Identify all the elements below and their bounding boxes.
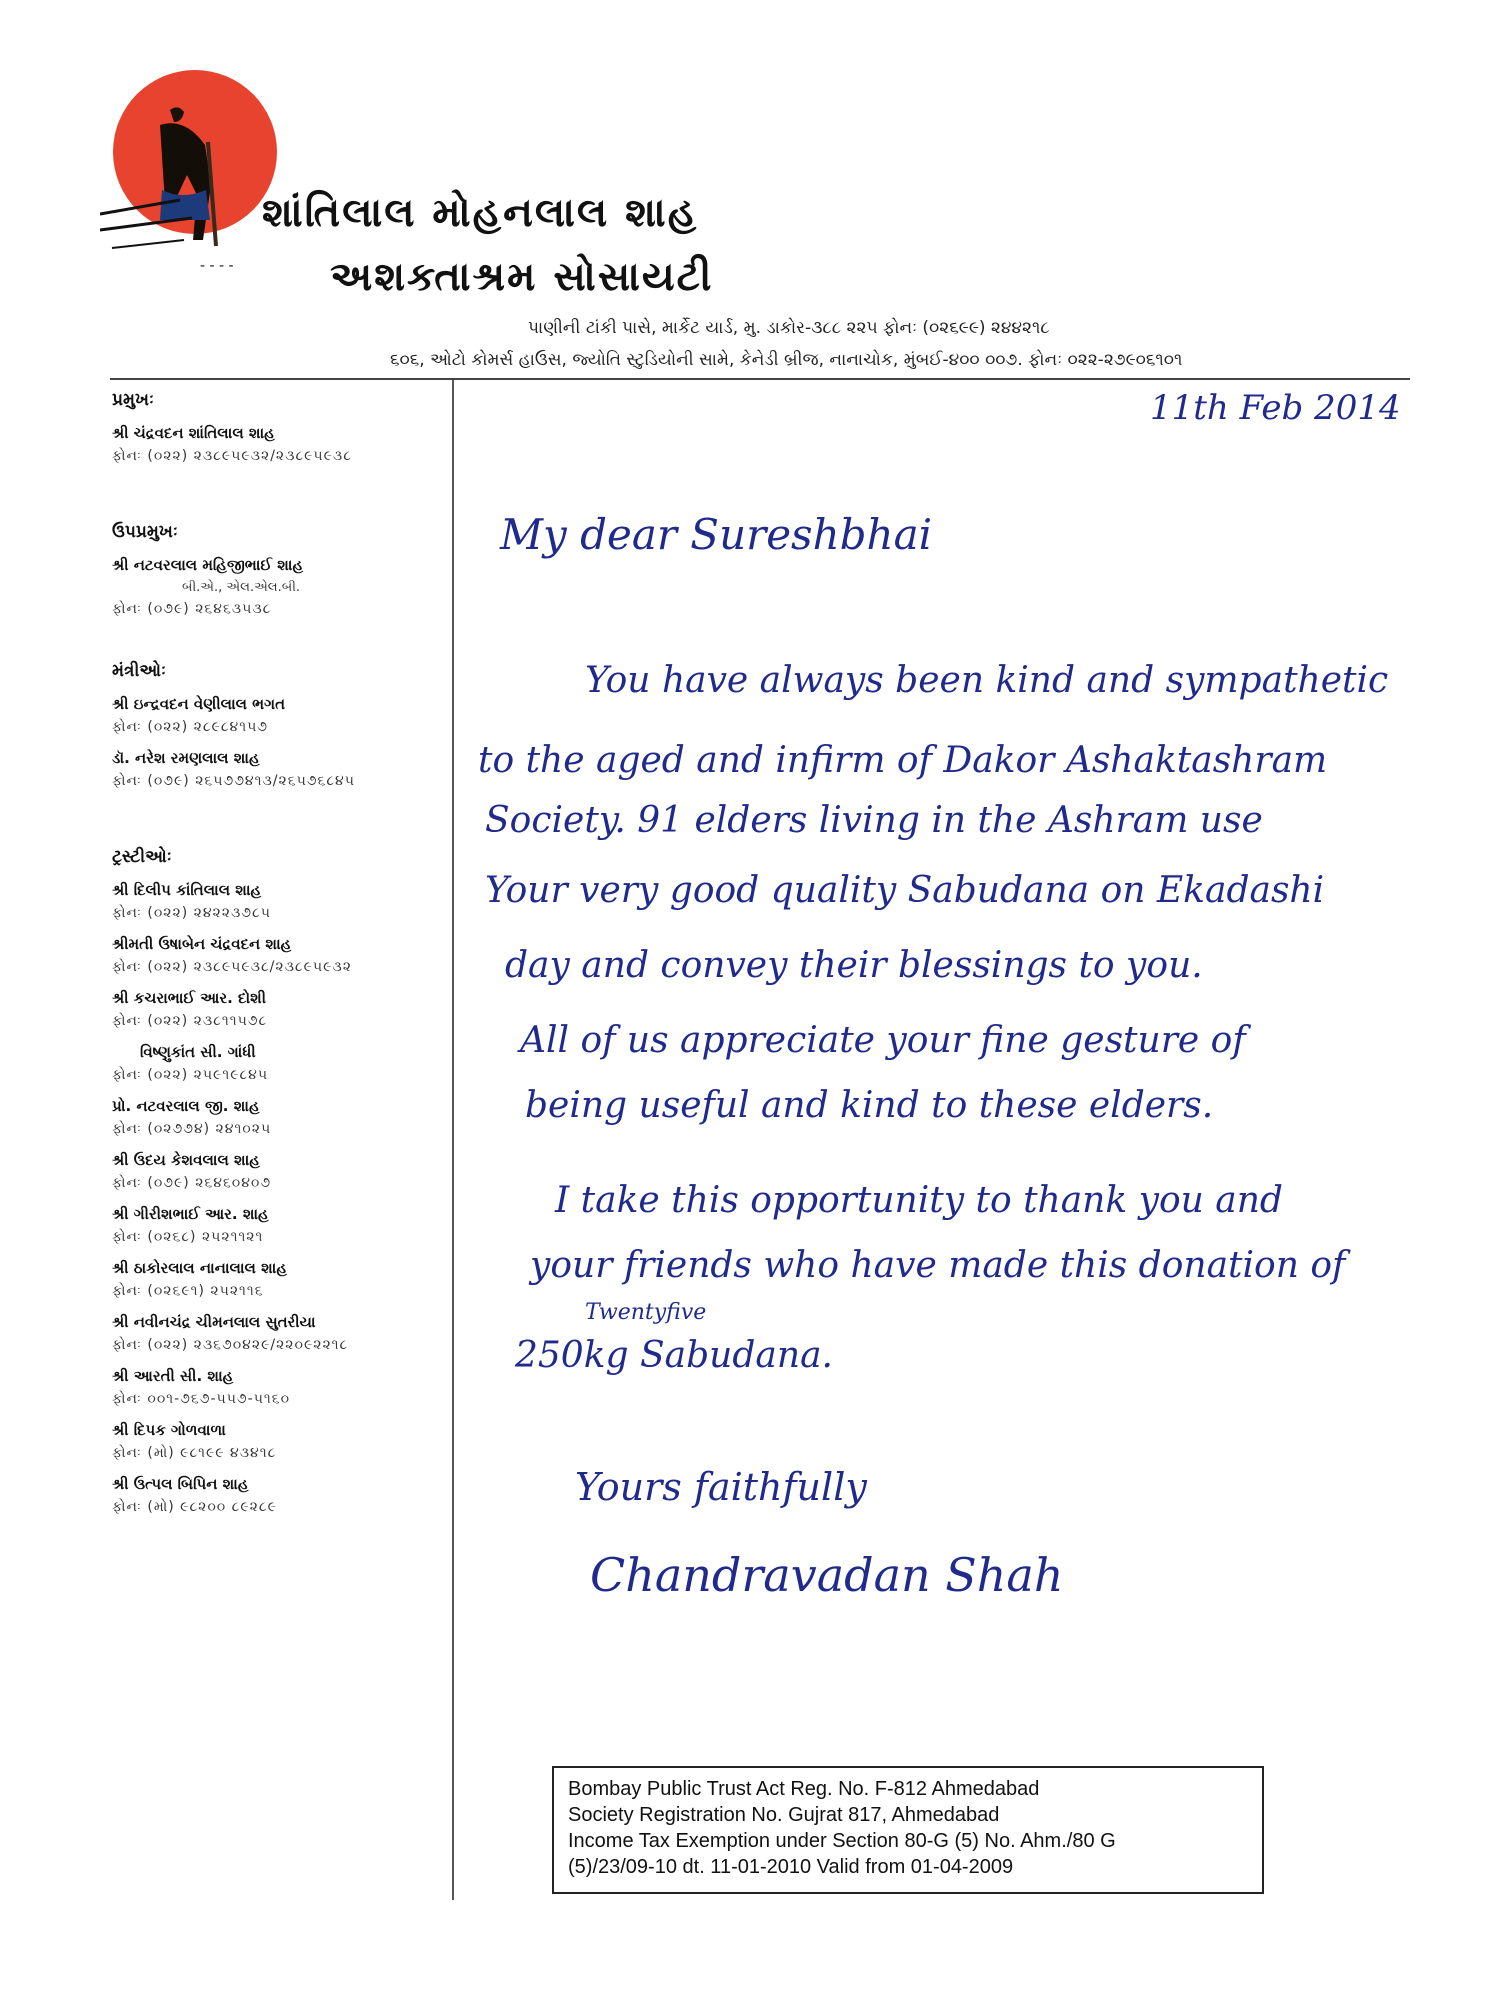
svg-text:- - - -: - - - - [200, 258, 234, 274]
trustee-phone: ફોનઃ (૦૭૯) ૨૬૪૬૦૪૦૭ [112, 1175, 272, 1191]
trustee-item [112, 1043, 442, 1083]
president-phone: ફોનઃ (૦૨૨) ૨૩૮૯૫૯૩૨/૨૩૮૯૫૯૩૮ [112, 448, 352, 464]
trustee-name: શ્રી નવીનચંદ્ર ચીમનલાલ સુતરીયા [112, 1313, 316, 1331]
registration-box [552, 1766, 1264, 1894]
trustee-item [112, 1367, 442, 1407]
trustee-phone: ફોનઃ (૦૨૬૯૧) ૨૫૨૧૧૬ [112, 1283, 264, 1299]
letter-line: All of us appreciate your fine gesture of [520, 1020, 1246, 1061]
trustee-item [112, 1313, 442, 1353]
letter-line: I take this opportunity to thank you and [555, 1180, 1283, 1221]
trustee-phone: ફોનઃ (૦૨૭૭૪) ૨૪૧૦૨૫ [112, 1121, 272, 1137]
trustee-item [112, 989, 442, 1029]
president-heading: પ્રમુખઃ [112, 390, 154, 410]
registration-line: Bombay Public Trust Act Reg. No. F-812 Ahmedabad [568, 1778, 1040, 1800]
trustee-item [112, 1151, 442, 1191]
trustee-phone: ફોનઃ (૦૨૨) ૨૩૬૭૦૪૨૯/૨૨૦૯૨૨૧૮ [112, 1337, 349, 1353]
trustee-item [112, 1097, 442, 1137]
vice-president-name: શ્રી નટવરલાલ મહિજીભાઈ શાહ [112, 556, 304, 574]
trustee-phone: ફોનઃ (મો) ૯૮૧૯૯ ૪૩૪૧૮ [112, 1445, 277, 1461]
letter-signature: Chandravadan Shah [590, 1548, 1064, 1602]
trustee-name: શ્રી દિલીપ કાંતિલાલ શાહ [112, 881, 262, 899]
letter-line: Your very good quality Sabudana on Ekadashi [485, 870, 1325, 911]
trustee-item [112, 1421, 442, 1461]
trustee-name: શ્રી કચરાભાઈ આર. દોશી [112, 989, 266, 1007]
letter-line: You have always been kind and sympathetic [585, 660, 1389, 701]
secretary-item [112, 749, 442, 789]
trustee-phone: ફોનઃ (૦૨૬૮) ૨૫૨૧૧૨૧ [112, 1229, 264, 1245]
vice-president-phone: ફોનઃ (૦૭૯) ૨૬૪૬૩૫૩૮ [112, 601, 272, 617]
letter-date: 11th Feb 2014 [1150, 388, 1401, 428]
address-dakor: પાણીની ટાંકી પાસે, માર્કેટ યાર્ડ, મુ. ડાકોર-૩૮૮ ૨૨૫ ફોનઃ (૦૨૬૯૯) ૨૪૪૨૧૮ [528, 318, 1050, 338]
letter-line: your friends who have made this donation of [530, 1245, 1346, 1286]
trustee-name: શ્રીમતી ઉષાબેન ચંદ્રવદન શાહ [112, 935, 292, 953]
registration-line: Income Tax Exemption under Section 80-G (5) No. Ahm./80 G [568, 1830, 1116, 1852]
trustee-item [112, 1259, 442, 1299]
office-bearers-sidebar [112, 390, 442, 1515]
trustee-name: શ્રી ઠાકોરલાલ નાનાલાલ શાહ [112, 1259, 287, 1277]
trustee-phone: ફોનઃ (મો) ૯૮૨૦૦ ૮૯૨૮૯ [112, 1499, 277, 1515]
letter-line: Society. 91 elders living in the Ashram use [485, 800, 1263, 841]
secretary-name: શ્રી ઇન્દ્રવદન વેણીલાલ ભગત [112, 695, 286, 713]
trustee-name: શ્રી ઉદય કેશવલાલ શાહ [112, 1151, 260, 1169]
header-divider [110, 378, 1410, 380]
letter-salutation: My dear Sureshbhai [500, 510, 933, 559]
trustee-item [112, 935, 442, 975]
vice-president-heading: ઉપપ્રમુખઃ [112, 522, 178, 542]
trustee-name: શ્રી ગીરીશભાઈ આર. શાહ [112, 1205, 269, 1223]
trustee-name: શ્રી આરતી સી. શાહ [112, 1367, 234, 1385]
trustee-name: શ્રી દિપક ગોળવાળા [112, 1421, 226, 1439]
secretary-item [112, 695, 442, 735]
secretary-phone: ફોનઃ (૦૨૨) ૨૮૯૮૪૧૫૭ [112, 719, 269, 735]
secretaries-heading: મંત્રીઓઃ [112, 661, 166, 681]
trustee-item [112, 881, 442, 921]
trustee-phone: ફોનઃ (૦૨૨) ૨૩૮૧૧૫૭૮ [112, 1013, 268, 1029]
trustee-name: શ્રી ઉત્પલ બિપિન શાહ [112, 1475, 249, 1493]
trustees-heading: ટ્રસ્ટીઓઃ [112, 847, 172, 867]
letter-line: being useful and kind to these elders. [525, 1085, 1214, 1126]
trustee-phone: ફોનઃ ૦૦૧-૭૬૭-૫૫૭-૫૧૬૦ [112, 1391, 291, 1407]
trustee-phone: ફોનઃ (૦૨૨) ૨૩૮૯૫૯૩૮/૨૩૮૯૫૯૩૨ [112, 959, 352, 975]
letter-line: day and convey their blessings to you. [505, 945, 1203, 986]
org-name-line1: શાંતિલાલ મોહનલાલ શાહ [262, 190, 699, 236]
secretary-phone: ફોનઃ (૦૭૯) ૨૬૫૭૭૪૧૩/૨૬૫૭૬૮૪૫ [112, 773, 355, 789]
trustee-phone: ફોનઃ (૦૨૨) ૨૪૨૨૩૭૮૫ [112, 905, 271, 921]
registration-line: Society Registration No. Gujrat 817, Ahmedabad [568, 1804, 1000, 1826]
trustee-name: પ્રો. નટવરલાલ જી. શાહ [112, 1097, 260, 1115]
secretary-name: ડૉ. નરેશ રમણલાલ શાહ [112, 749, 260, 767]
president-name: શ્રી ચંદ્રવદન શાંતિલાલ શાહ [112, 424, 275, 442]
society-logo [100, 70, 290, 280]
address-mumbai: ૬૦૬, ઓટો કોમર્સ હાઉસ, જ્યોતિ સ્ટુડિયોની સામે, કેનેડી બ્રીજ, નાનાચોક, મુંબઈ-૪૦૦ ૦૦૭. ફોનઃ ૦૨૨-૨૭૯૦૬૧૦૧ [390, 350, 1183, 370]
letter-line: to the aged and infirm of Dakor Ashaktashram [478, 740, 1328, 781]
letter-insertion: Twentyfive [585, 1300, 707, 1325]
letter-closing: Yours faithfully [575, 1465, 867, 1509]
trustee-name: વિષ્ણુકાંત સી. ગાંધી [140, 1043, 256, 1061]
registration-line: (5)/23/09-10 dt. 11-01-2010 Valid from 01-04-2009 [568, 1856, 1014, 1878]
trustee-item [112, 1205, 442, 1245]
letter-line: 250kg Sabudana. [515, 1335, 833, 1376]
org-name-line2: અશક્તાશ્રમ સોસાયટી [330, 254, 714, 300]
vice-president-quals: બી.એ., એલ.એલ.બી. [182, 580, 301, 595]
sidebar-divider [452, 380, 454, 1900]
trustee-phone: ફોનઃ (૦૨૨) ૨૫૯૧૯૮૪૫ [112, 1067, 269, 1083]
trustee-item [112, 1475, 442, 1515]
